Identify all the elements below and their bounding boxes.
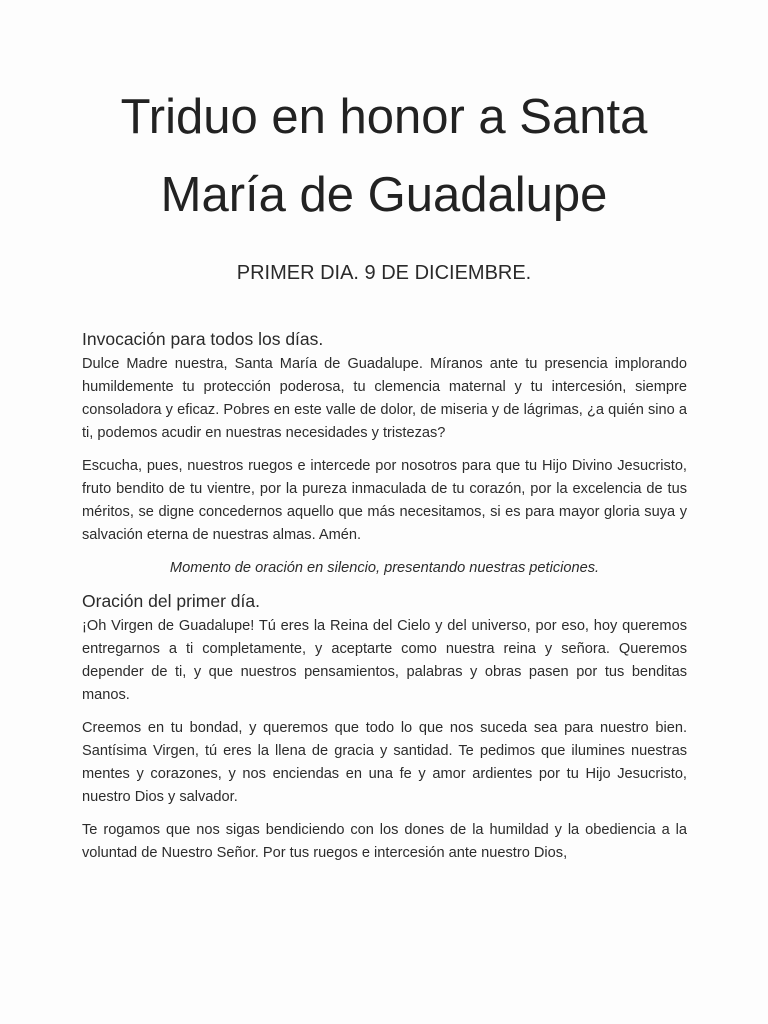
paragraph: Escucha, pues, nuestros ruegos e intercede por nosotros para que tu Hijo Divino Jesucristo, fruto bendito de tu vientre, por la pureza inmaculada de tu corazón, por la excelencia de tus méritos, se digne concedernos aquello que más necesitamos, si es para mayor gloria suya y salvación eterna de nuestras almas. Amén. (82, 458, 687, 543)
section-heading-invocacion: Invocación para todos los días. (82, 329, 324, 349)
document-title (60, 92, 708, 220)
section-heading-primer-dia: Oración del primer día. (82, 591, 260, 611)
paragraph: Dulce Madre nuestra, Santa María de Guadalupe. Míranos ante tu presencia implorando humildemente tu protección poderosa, tu clemencia maternal y tu intercesión, siempre consoladora y eficaz. Pobres en este valle de dolor, de miseria y de lágrimas, ¿a quién sino a ti, podemos acudir en nuestras necesidades y tristezas? (82, 356, 687, 441)
title-line-1: Triduo en honor a Santa (120, 90, 648, 144)
paragraph: ¡Oh Virgen de Guadalupe! Tú eres la Reina del Cielo y del universo, por eso, hoy queremos entregarnos a ti completamente, y aceptarte como nuestra reina y señora. Queremos depender de ti, y que nuestros pensamientos, palabras y obras pasen por tus benditas manos. (82, 618, 687, 703)
document-subtitle: PRIMER DIA. 9 DE DICIEMBRE. (236, 262, 532, 284)
title-line-2: María de Guadalupe (160, 168, 608, 222)
paragraph: Creemos en tu bondad, y queremos que todo lo que nos suceda sea para nuestro bien. Santísima Virgen, tú eres la llena de gracia y santidad. Te pedimos que ilumines nuestras mentes y corazones, y nos enciendas en una fe y amor ardientes por tu Hijo Jesucristo, nuestro Dios y salvador. (82, 720, 687, 805)
silent-prayer-note: Momento de oración en silencio, presentando nuestras peticiones. (169, 560, 600, 576)
document-body (82, 328, 687, 875)
paragraph: Te rogamos que nos sigas bendiciendo con los dones de la humildad y la obediencia a la voluntad de Nuestro Señor. Por tus ruegos e intercesión ante nuestro Dios, (82, 822, 687, 861)
